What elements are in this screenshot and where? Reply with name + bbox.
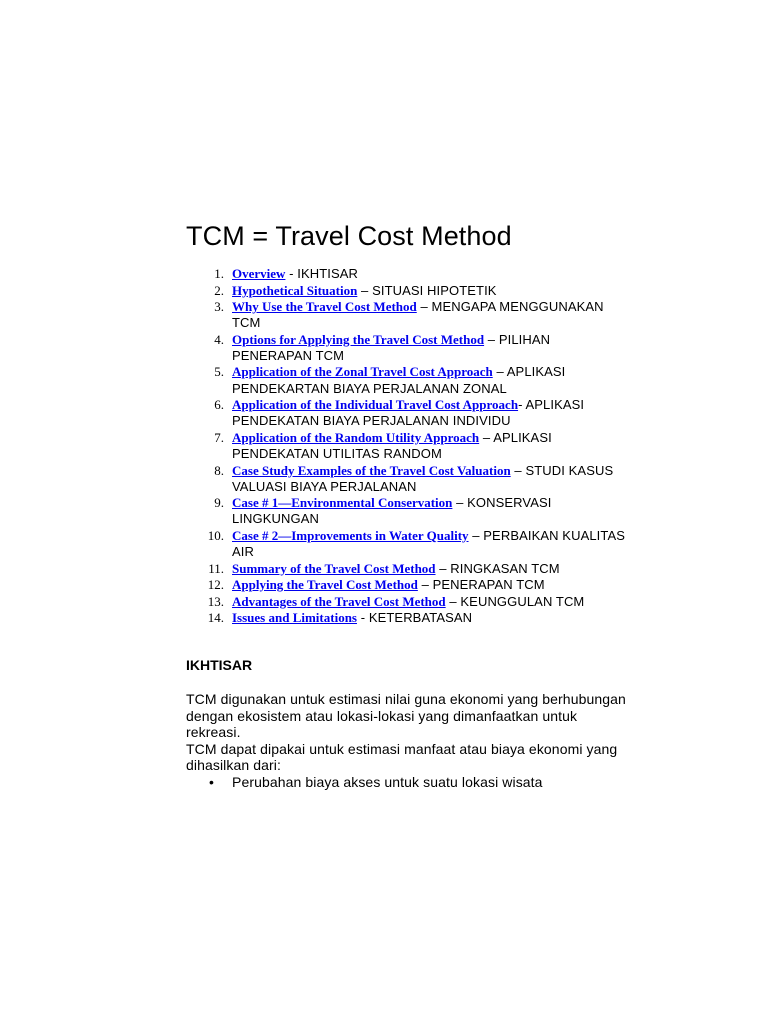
toc-description: - APLIKASI PENDEKATAN BIAYA PERJALANAN INDIVIDU (232, 397, 585, 429)
toc-item (186, 610, 626, 626)
toc-number: 3. (214, 299, 224, 314)
toc-link-random-utility[interactable]: Application of the Random Utility Approach (232, 429, 480, 445)
section-body (186, 691, 626, 790)
toc-number: 11. (208, 560, 224, 576)
toc-description: – RINGKASAN TCM (435, 560, 560, 576)
toc-item (186, 266, 626, 282)
paragraph: TCM dapat dipakai untuk estimasi manfaat atau biaya ekonomi yang dihasilkan dari: (186, 740, 618, 774)
toc-item (186, 430, 626, 462)
toc-description: – PENERAPAN TCM (417, 577, 545, 593)
toc-description: – PERBAIKAN KUALITAS AIR (232, 527, 625, 560)
toc-description: - KETERBATASAN (356, 610, 473, 626)
toc-link-case-study-examples[interactable]: Case Study Examples of the Travel Cost Valuation (232, 462, 511, 478)
toc-item (186, 283, 626, 299)
document-page (186, 219, 626, 790)
page-title: TCM = Travel Cost Method (186, 221, 512, 251)
toc-link-summary[interactable]: Summary of the Travel Cost Method (232, 560, 436, 576)
toc-item (186, 594, 626, 610)
toc-item (186, 528, 626, 560)
toc-item (186, 577, 626, 593)
toc-number: 6. (214, 397, 224, 413)
toc-link-zonal-approach[interactable]: Application of the Zonal Travel Cost Approach (232, 364, 493, 380)
toc-link-case-2[interactable]: Case # 2—Improvements in Water Quality (232, 527, 469, 543)
toc-item (186, 299, 626, 331)
toc-item (186, 561, 626, 577)
toc-number: 7. (214, 429, 224, 445)
toc-link-individual-approach[interactable]: Application of the Individual Travel Cost Approach (232, 397, 519, 413)
bullet-icon: • (209, 773, 215, 790)
paragraph: TCM digunakan untuk estimasi nilai guna ekonomi yang berhubungan dengan ekosistem atau lokasi-lokasi yang dimanfaatkan untuk rekreasi. (186, 691, 626, 741)
toc-link-options[interactable]: Options for Applying the Travel Cost Method (232, 331, 485, 347)
toc-link-why-use[interactable]: Why Use the Travel Cost Method (232, 299, 417, 314)
section-heading: IKHTISAR (186, 657, 253, 674)
toc-description: – APLIKASI PENDEKATAN UTILITAS RANDOM (232, 429, 552, 462)
toc-link-case-1[interactable]: Case # 1—Environmental Conservation (232, 495, 453, 511)
toc-description: – APLIKASI PENDEKARTAN BIAYA PERJALANAN ZONAL (232, 364, 566, 396)
toc-link-advantages[interactable]: Advantages of the Travel Cost Method (232, 593, 446, 609)
toc-item (186, 495, 626, 527)
toc-number: 1. (214, 266, 224, 281)
toc-link-applying[interactable]: Applying the Travel Cost Method (232, 577, 418, 593)
toc-description: - IKHTISAR (285, 266, 359, 281)
toc-number: 9. (214, 495, 224, 511)
toc-number: 10. (207, 527, 224, 543)
toc-link-issues-limitations[interactable]: Issues and Limitations (232, 610, 357, 626)
toc-description: – STUDI KASUS VALUASI BIAYA PERJALANAN (232, 462, 614, 494)
toc-description: – SITUASI HIPOTETIK (357, 282, 497, 298)
toc-link-overview[interactable]: Overview (232, 266, 286, 281)
toc-link-hypothetical-situation[interactable]: Hypothetical Situation (232, 282, 358, 298)
toc-number: 14. (207, 610, 224, 626)
toc-description: – MENGAPA MENGGUNAKAN TCM (232, 299, 604, 331)
toc-item (186, 463, 626, 495)
list-item (186, 774, 626, 791)
toc-description: – PILIHAN PENERAPAN TCM (232, 331, 551, 363)
toc-item (186, 364, 626, 396)
toc-number: 2. (214, 282, 224, 298)
toc-number: 8. (214, 462, 224, 478)
toc-description: – KONSERVASI LINGKUNGAN (232, 495, 552, 527)
toc-item (186, 397, 626, 429)
toc-description: – KEUNGGULAN TCM (445, 593, 585, 609)
table-of-contents (186, 266, 626, 626)
toc-item (186, 332, 626, 364)
toc-number: 12. (207, 577, 224, 593)
toc-number: 5. (214, 364, 224, 380)
bullet-list (186, 774, 626, 791)
list-item-text: Perubahan biaya akses untuk suatu lokasi wisata (232, 773, 543, 790)
toc-number: 4. (214, 331, 224, 347)
toc-number: 13. (207, 593, 224, 609)
